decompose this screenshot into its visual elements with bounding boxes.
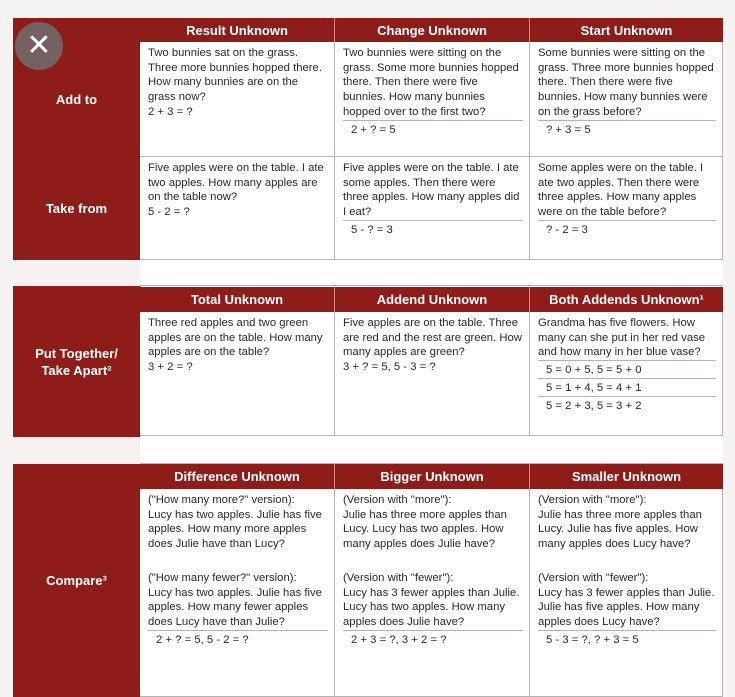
- header-change-unknown: Change Unknown: [335, 18, 530, 42]
- problem-text: Three red apples and two green apples are on the table. How many apples are on the table?: [148, 317, 323, 359]
- header-both-addends-unknown: Both Addends Unknown¹: [530, 287, 723, 312]
- header-total-unknown: Total Unknown: [140, 287, 335, 312]
- version-label: (Version with "fewer"):: [343, 571, 454, 584]
- equation: 5 - ? = 3: [343, 220, 523, 238]
- equation: 5 - 3 = ?, ? + 3 = 5: [538, 630, 716, 648]
- row-label-line: Take Apart²: [41, 363, 112, 378]
- problem-text: Julie has three more apples than Lucy. Julie has five apples. How many apples does Lucy have?: [538, 508, 702, 551]
- cell-bigger-unknown: [335, 489, 530, 697]
- problem-text: Two bunnies were sitting on the grass. Some more bunnies hopped there. Then there were five bunnies. How many bunnies hopped over to the first two?: [343, 47, 519, 118]
- close-icon: ✕: [26, 28, 52, 63]
- problem-text: Five apples were on the table. I ate some apples. Then there were three apples. How many apples did I eat?: [343, 162, 520, 219]
- cell-take-from-start-unknown: [530, 157, 723, 260]
- equation: 2 + ? = 5, 5 - 2 = ?: [148, 630, 328, 648]
- spacer-label: [13, 437, 140, 464]
- spacer-row: [140, 260, 723, 286]
- cell-both-addends-unknown: [530, 312, 723, 436]
- equation: ? + 3 = 5: [538, 120, 716, 138]
- header-bigger-unknown: Bigger Unknown: [335, 464, 530, 489]
- spacer-row: [140, 436, 723, 464]
- version-label: ("How many more?" version):: [148, 494, 295, 506]
- version-label: (Version with "more"):: [343, 494, 452, 506]
- equation: 2 + 3 = ?: [148, 105, 193, 118]
- version-label: (Version with "fewer"):: [538, 571, 649, 584]
- close-button[interactable]: [15, 22, 63, 70]
- cell-addend-unknown: [335, 312, 530, 436]
- problem-text: Julie has three more apples than Lucy. Lucy has two apples. How many apples does Julie have?: [343, 508, 507, 551]
- equation: 2 + ? = 5: [343, 120, 523, 138]
- header-result-unknown: Result Unknown: [140, 18, 335, 42]
- problem-text: Lucy has 3 fewer apples than Julie. Lucy has two apples. How many apples does Julie have?: [343, 586, 520, 628]
- problem-text: Two bunnies sat on the grass. Three more bunnies hopped there. How many bunnies are on the grass now?: [148, 47, 322, 104]
- equation: 5 - 2 = ?: [148, 206, 190, 219]
- row-label-put-together: [13, 287, 140, 437]
- header-difference-unknown: Difference Unknown: [140, 464, 335, 489]
- header-start-unknown: Start Unknown: [530, 18, 723, 42]
- row-label-take-from: Take from: [13, 157, 140, 260]
- problem-text: Five apples are on the table. Three are red and the rest are green. How many apples are green?: [343, 317, 522, 359]
- cell-total-unknown: [140, 312, 335, 436]
- cell-add-to-start-unknown: [530, 42, 723, 157]
- problem-text: Lucy has two apples. Julie has five apples. How many fewer apples does Lucy have than Julie?: [148, 586, 322, 628]
- problem-text: Five apples were on the table. I ate two apples. How many apples are on the table now?: [148, 162, 324, 204]
- problem-text: Grandma has five flowers. How many can she put in her red vase and how many in her blue vase?: [538, 317, 706, 359]
- equation: 5 = 1 + 4, 5 = 4 + 1: [538, 378, 716, 396]
- cell-smaller-unknown: [530, 489, 723, 697]
- equation: 5 = 2 + 3, 5 = 3 + 2: [538, 396, 716, 414]
- cell-difference-unknown: [140, 489, 335, 697]
- problem-text: Some apples were on the table. I ate two apples. Then there were three apples. How many apples were on the table before?: [538, 162, 704, 219]
- cell-take-from-change-unknown: [335, 157, 530, 260]
- spacer-label: [13, 260, 140, 286]
- problem-text: Lucy has 3 fewer apples than Julie. Julie has five apples. How many apples does Lucy have?: [538, 586, 715, 628]
- row-label-add-to: Add to: [13, 42, 140, 156]
- version-label: (Version with "more"):: [538, 494, 647, 506]
- header-smaller-unknown: Smaller Unknown: [530, 464, 723, 489]
- problem-text: Lucy has two apples. Julie has five apples. How many more apples does Julie have than Lucy?: [148, 508, 322, 551]
- header-addend-unknown: Addend Unknown: [335, 287, 530, 312]
- row-label-compare: Compare³: [13, 464, 140, 697]
- equation: 3 + ? = 5, 5 - 3 = ?: [343, 361, 436, 374]
- cell-add-to-change-unknown: [335, 42, 530, 157]
- row-label-line: Put Together/: [35, 346, 118, 361]
- equation: 5 = 0 + 5, 5 = 5 + 0: [538, 360, 716, 378]
- equation: 2 + 3 = ?, 3 + 2 = ?: [343, 630, 523, 648]
- problem-text: Some bunnies were sitting on the grass. Three more bunnies hopped there. Then there were five bunnies. How many bunnies were on the grass before?: [538, 47, 714, 118]
- equation: ? - 2 = 3: [538, 220, 716, 238]
- equation: 3 + 2 = ?: [148, 361, 193, 374]
- cell-take-from-result-unknown: [140, 157, 335, 260]
- cell-add-to-result-unknown: [140, 42, 335, 157]
- version-label: ("How many fewer?" version):: [148, 571, 297, 584]
